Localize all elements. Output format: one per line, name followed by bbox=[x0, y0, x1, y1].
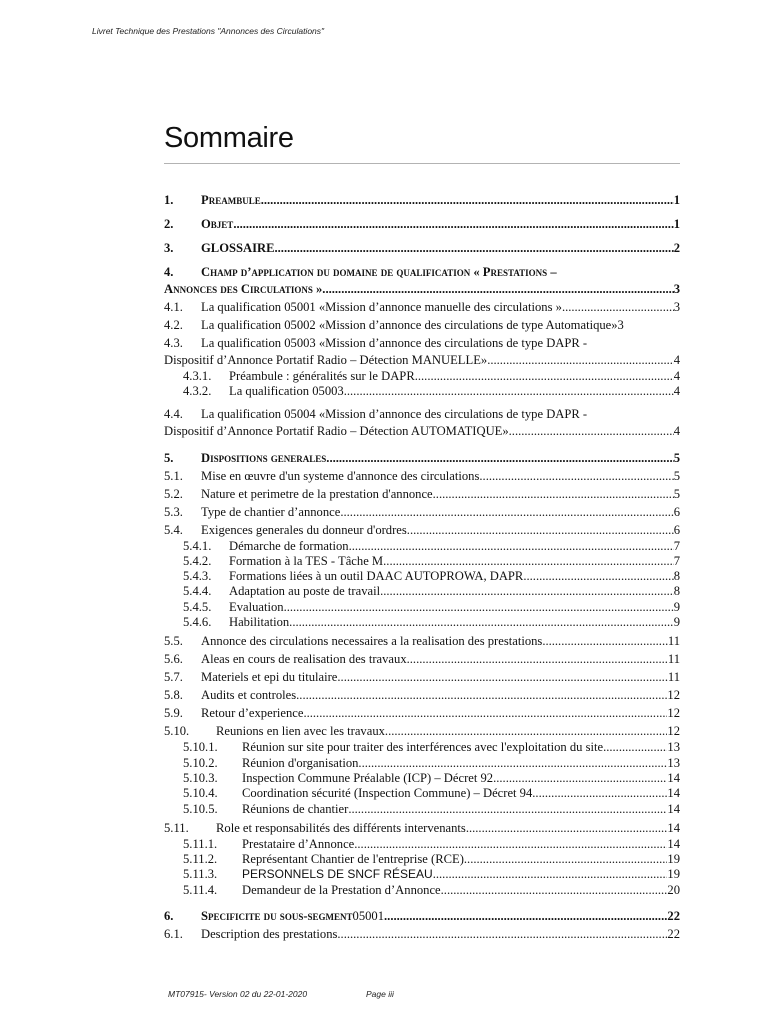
toc-number: 5.10.2. bbox=[183, 755, 218, 770]
toc-page: 14 bbox=[667, 770, 680, 785]
toc-number: 4.3.2. bbox=[183, 384, 212, 399]
toc-number: 5.11.2. bbox=[183, 852, 218, 867]
toc-page: 4 bbox=[673, 369, 680, 383]
toc-page: 11 bbox=[667, 670, 680, 685]
toc-title-line1: Champ d’application du domaine de qualification « Prestations – bbox=[201, 265, 557, 279]
toc-page: 9 bbox=[673, 599, 680, 614]
toc-page: 3 bbox=[617, 318, 624, 332]
toc-number: 5.10.3. bbox=[183, 770, 218, 785]
toc-entry-5-4-2[interactable] bbox=[164, 554, 680, 569]
toc-page: 7 bbox=[673, 538, 680, 553]
toc-number: 5.10.5. bbox=[183, 801, 218, 816]
toc-title-line2: Dispositif d’Annonce Portatif Radio – Détection AUTOMATIQUE» bbox=[164, 423, 509, 438]
toc-title: Inspection Commune Préalable (ICP) – Décret 92 bbox=[242, 770, 494, 785]
toc-number: 5.4.5. bbox=[183, 599, 212, 614]
toc-title: Prestataire d’Annonce bbox=[242, 836, 355, 851]
toc-title: Description des prestations bbox=[201, 927, 338, 942]
toc-page: 19 bbox=[667, 867, 680, 882]
toc-page: 1 bbox=[673, 217, 680, 231]
page-title: Sommaire bbox=[164, 122, 294, 154]
toc-title: Specificite du sous-segment bbox=[201, 909, 353, 924]
toc-page: 22 bbox=[667, 909, 680, 924]
toc-entry-5[interactable] bbox=[164, 450, 680, 467]
toc-page: 6 bbox=[673, 522, 680, 537]
toc-title: Type de chantier d’annonce bbox=[201, 504, 341, 519]
toc-page: 14 bbox=[667, 820, 680, 835]
toc-entry-5-3[interactable] bbox=[164, 504, 680, 521]
title-divider bbox=[164, 163, 680, 164]
toc-number: 4.3.1. bbox=[183, 369, 212, 383]
toc-entry-3[interactable] bbox=[164, 240, 680, 257]
toc-title: Aleas en cours de realisation des travaux bbox=[201, 652, 407, 667]
toc-title-line1: La qualification 05004 «Mission d’annonce des circulations de type DAPR - bbox=[201, 406, 588, 421]
toc-entry-5-10-5[interactable] bbox=[164, 802, 680, 817]
toc-number: 5.4.2. bbox=[183, 553, 212, 568]
toc-page: 13 bbox=[667, 740, 680, 755]
toc-page: 9 bbox=[673, 615, 680, 630]
toc-title: Dispositions generales bbox=[201, 450, 327, 465]
toc-title-line2: Dispositif d’Annonce Portatif Radio – Détection MANUELLE» bbox=[164, 353, 488, 367]
toc-title: Retour d’experience bbox=[201, 706, 304, 721]
toc-title: Audits et controles bbox=[201, 688, 297, 703]
toc-entry-6-1[interactable] bbox=[164, 926, 680, 943]
toc-number: 5.4. bbox=[164, 522, 183, 537]
toc-page: 4 bbox=[673, 384, 680, 399]
toc-title: Reunions en lien avec les travaux bbox=[216, 724, 385, 739]
toc-entry-5-4-4[interactable] bbox=[164, 584, 680, 599]
toc-entry-5-4-6[interactable] bbox=[164, 615, 680, 630]
toc-number: 5.7. bbox=[164, 670, 183, 685]
toc-title: Adaptation au poste de travail bbox=[229, 584, 381, 599]
toc-title: Formations liées à un outil DAAC AUTOPROWA, DAPR bbox=[229, 569, 524, 584]
toc-entry-5-11-1[interactable] bbox=[164, 837, 680, 852]
toc-number: 5.11.1. bbox=[183, 836, 218, 851]
toc-entry-5-11-2[interactable] bbox=[164, 852, 680, 867]
toc-entry-4-1[interactable] bbox=[164, 299, 680, 316]
toc-title: Exigences generales du donneur d'ordres bbox=[201, 522, 407, 537]
toc-title: Objet bbox=[201, 217, 234, 231]
toc-entry-4-3[interactable] bbox=[164, 335, 680, 369]
toc-page: 5 bbox=[673, 468, 680, 483]
toc-page: 4 bbox=[673, 423, 680, 438]
toc-number: 3. bbox=[164, 241, 174, 255]
toc-number: 4.1. bbox=[164, 300, 183, 314]
toc-page: 20 bbox=[667, 882, 680, 897]
toc-page: 1 bbox=[673, 193, 680, 207]
toc-number: 5.10.4. bbox=[183, 786, 218, 801]
toc-entry-2[interactable] bbox=[164, 216, 680, 233]
running-header: Livret Technique des Prestations "Annonces des Circulations" bbox=[92, 26, 325, 36]
toc-title: Formation à la TES - Tâche M bbox=[229, 553, 384, 568]
toc-page: 4 bbox=[673, 353, 680, 367]
toc-title: La qualification 05003 bbox=[229, 384, 344, 399]
toc-entry-1[interactable] bbox=[164, 192, 680, 209]
toc-number: 2. bbox=[164, 217, 174, 231]
toc-entry-5-4-3[interactable] bbox=[164, 569, 680, 584]
toc-entry-4-3-1[interactable] bbox=[164, 369, 680, 384]
toc-page: 5 bbox=[673, 450, 680, 465]
toc-entry-5-5[interactable] bbox=[164, 633, 680, 650]
toc-number: 5.9. bbox=[164, 706, 183, 721]
toc-entry-5-11-3[interactable] bbox=[164, 867, 680, 882]
toc-page: 19 bbox=[667, 852, 680, 867]
toc-entry-5-11[interactable] bbox=[164, 820, 680, 837]
toc-title: Materiels et epi du titulaire bbox=[201, 670, 338, 685]
toc-page: 13 bbox=[667, 755, 680, 770]
toc-number: 6. bbox=[164, 909, 174, 924]
toc-title: Démarche de formation bbox=[229, 538, 349, 553]
toc-page: 7 bbox=[673, 553, 680, 568]
toc-entry-5-10-3[interactable] bbox=[164, 771, 680, 786]
toc-title: Coordination sécurité (Inspection Commune) – Décret 94 bbox=[242, 786, 533, 801]
toc-entry-5-6[interactable] bbox=[164, 651, 680, 668]
toc-entry-5-7[interactable] bbox=[164, 669, 680, 686]
toc-entry-5-4-5[interactable] bbox=[164, 600, 680, 615]
toc-page: 2 bbox=[673, 241, 680, 255]
toc-title: Mise en œuvre d'un systeme d'annonce des circulations bbox=[201, 468, 480, 483]
toc-number: 4.3. bbox=[164, 336, 183, 350]
toc-page: 14 bbox=[667, 836, 680, 851]
toc-title: Nature et perimetre de la prestation d'annonce bbox=[201, 486, 433, 501]
toc-title: Annonce des circulations necessaires a la realisation des prestations bbox=[201, 634, 543, 649]
footer-page-number: Page iii bbox=[366, 989, 394, 999]
toc-page: 3 bbox=[673, 300, 680, 314]
table-of-contents bbox=[164, 185, 680, 943]
toc-entry-4-4[interactable] bbox=[164, 406, 680, 440]
toc-page: 14 bbox=[667, 786, 680, 801]
toc-number: 1. bbox=[164, 193, 174, 207]
toc-entry-5-10[interactable] bbox=[164, 723, 680, 740]
toc-entry-5-9[interactable] bbox=[164, 705, 680, 722]
toc-page: 12 bbox=[667, 724, 680, 739]
toc-entry-4-3-2[interactable] bbox=[164, 384, 680, 399]
toc-number: 5.4.1. bbox=[183, 538, 212, 553]
toc-number: 5.3. bbox=[164, 504, 183, 519]
toc-title: La qualification 05001 «Mission d’annonce manuelle des circulations » bbox=[201, 300, 562, 314]
toc-entry-5-4[interactable] bbox=[164, 522, 680, 539]
toc-entry-5-10-4[interactable] bbox=[164, 786, 680, 801]
toc-number: 4.2. bbox=[164, 318, 183, 332]
toc-number: 5. bbox=[164, 450, 174, 465]
toc-entry-6[interactable] bbox=[164, 908, 680, 925]
toc-number: 5.11.3. bbox=[183, 867, 218, 882]
toc-number: 5.5. bbox=[164, 634, 183, 649]
toc-title: Habilitation bbox=[229, 615, 290, 630]
toc-entry-5-4-1[interactable] bbox=[164, 539, 680, 554]
toc-page: 3 bbox=[673, 282, 680, 296]
toc-title-suffix: 05001 bbox=[352, 909, 385, 924]
toc-entry-5-10-2[interactable] bbox=[164, 756, 680, 771]
toc-number: 4. bbox=[164, 265, 174, 279]
toc-entry-4[interactable] bbox=[164, 264, 680, 298]
toc-entry-4-2[interactable] bbox=[164, 317, 680, 334]
toc-entry-5-8[interactable] bbox=[164, 687, 680, 704]
toc-title: GLOSSAIRE bbox=[201, 241, 275, 255]
toc-number: 5.10. bbox=[164, 724, 190, 739]
toc-title: Role et responsabilités des différents intervenants bbox=[216, 820, 466, 835]
toc-title: Demandeur de la Prestation d’Annonce bbox=[242, 882, 441, 897]
toc-page: 12 bbox=[667, 688, 680, 703]
toc-title: Représentant Chantier de l'entreprise (RCE) bbox=[242, 852, 464, 867]
toc-entry-5-11-4[interactable] bbox=[164, 883, 680, 898]
toc-entry-5-2[interactable] bbox=[164, 486, 680, 503]
toc-number: 5.8. bbox=[164, 688, 183, 703]
toc-page: 8 bbox=[673, 569, 680, 584]
toc-title: Réunion sur site pour traiter des interférences avec l'exploitation du site bbox=[242, 740, 604, 755]
toc-entry-5-10-1[interactable] bbox=[164, 740, 680, 755]
toc-page: 5 bbox=[673, 486, 680, 501]
toc-number: 5.6. bbox=[164, 652, 183, 667]
toc-number: 5.11. bbox=[164, 820, 189, 835]
toc-page: 12 bbox=[667, 706, 680, 721]
toc-number: 5.4.6. bbox=[183, 615, 212, 630]
toc-title-line1: La qualification 05003 «Mission d’annonce des circulations de type DAPR - bbox=[201, 336, 588, 350]
toc-title: Réunion d'organisation bbox=[242, 755, 359, 770]
toc-title: Evaluation bbox=[229, 599, 284, 614]
toc-page: 22 bbox=[667, 927, 680, 942]
footer-doc-ref: MT07915- Version 02 du 22-01-2020 bbox=[168, 989, 308, 999]
toc-page: 14 bbox=[667, 801, 680, 816]
toc-number: 5.2. bbox=[164, 486, 183, 501]
toc-title: PERSONNELS DE SNCF RÉSEAU bbox=[242, 867, 433, 882]
toc-number: 5.4.4. bbox=[183, 584, 212, 599]
toc-title: Préambule : généralités sur le DAPR bbox=[229, 369, 415, 383]
toc-page: 8 bbox=[673, 584, 680, 599]
toc-page: 11 bbox=[667, 634, 680, 649]
toc-number: 5.10.1. bbox=[183, 740, 218, 755]
toc-title: La qualification 05002 «Mission d’annonce des circulations de type Automatique» bbox=[201, 318, 618, 332]
toc-number: 6.1. bbox=[164, 927, 183, 942]
toc-title: Preambule bbox=[201, 193, 261, 207]
toc-title-line2: Annonces des Circulations » bbox=[164, 282, 323, 296]
toc-number: 4.4. bbox=[164, 406, 183, 421]
toc-number: 5.11.4. bbox=[183, 882, 218, 897]
toc-page: 11 bbox=[667, 652, 680, 667]
toc-number: 5.4.3. bbox=[183, 569, 212, 584]
toc-title: Réunions de chantier bbox=[242, 801, 349, 816]
toc-number: 5.1. bbox=[164, 468, 183, 483]
toc-page: 6 bbox=[673, 504, 680, 519]
toc-entry-5-1[interactable] bbox=[164, 468, 680, 485]
